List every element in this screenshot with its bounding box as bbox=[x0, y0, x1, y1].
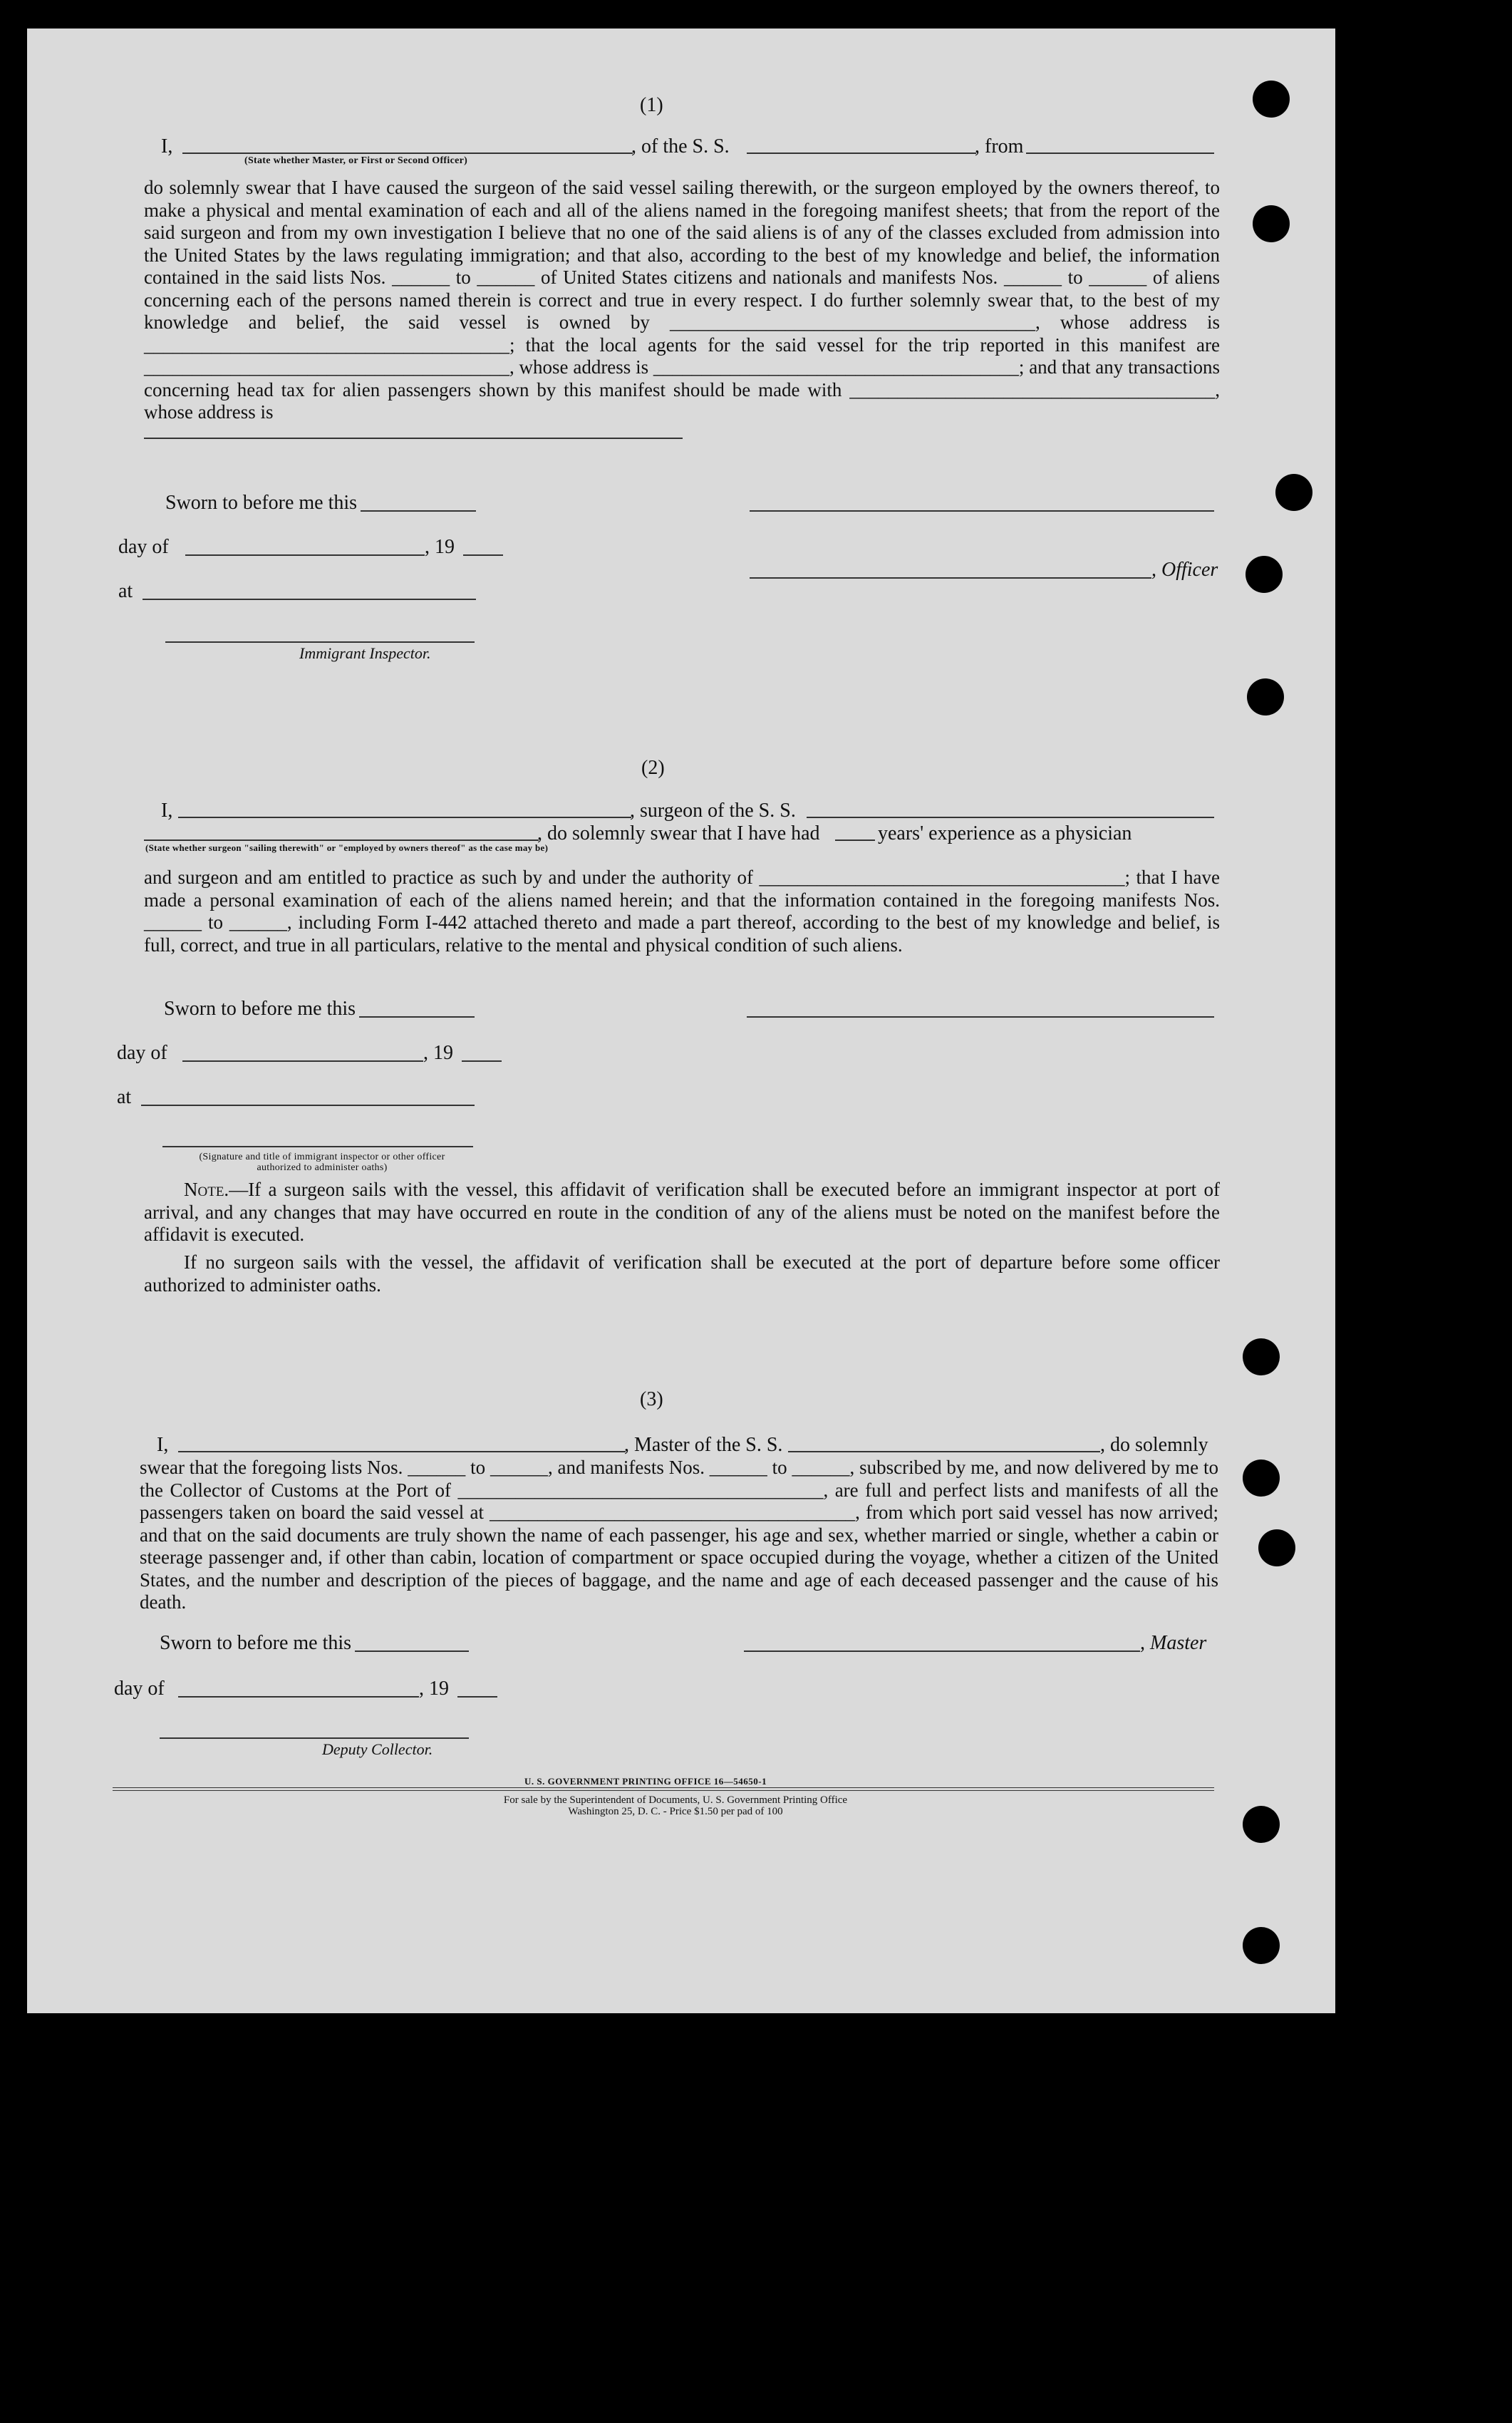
section-2-i: I, bbox=[161, 800, 173, 822]
master-label-text: , Master bbox=[1140, 1632, 1207, 1654]
immigrant-inspector-label: Immigrant Inspector. bbox=[299, 644, 431, 662]
section-3-year: , 19 bbox=[419, 1678, 449, 1700]
officer-signature-line-top[interactable] bbox=[750, 510, 1214, 512]
section-3-body: swear that the foregoing lists Nos. ______ to ______, and manifests Nos. ______ to ______, subscribed by me, and now delivered by me to the Collector of Customs at the Port of ______________________________________, are full and perfect lists and manifests of all the passengers taken on board the said vessel at ______________________________________, from which port said vessel has now arrived; and that on the said documents are truly shown the name of each passenger, his age and sex, whether married or single, whether a cabin or steerage passenger and, if other than cabin, location of compartment or space occupied during the voyage, whether a citizen of the United States, and the number and description of the pieces of baggage, and the name and age of each deceased passenger and the cause of his death. bbox=[140, 1457, 1218, 1613]
section-2-signature-line[interactable] bbox=[162, 1146, 473, 1147]
officer-hint: (State whether Master, or First or Second Officer) bbox=[244, 155, 468, 166]
punch-hole bbox=[1243, 1460, 1280, 1497]
surgeon-status-field[interactable] bbox=[144, 839, 539, 841]
master-label bbox=[1140, 1632, 1206, 1655]
punch-hole bbox=[1243, 1806, 1280, 1843]
footer-divider-2 bbox=[113, 1790, 1214, 1791]
section-3-year-field[interactable] bbox=[457, 1696, 497, 1698]
from-port-field[interactable] bbox=[1026, 153, 1214, 154]
section-3-solemnly: , do solemnly bbox=[1100, 1434, 1208, 1456]
section-2-sworn: Sworn to before me this bbox=[164, 998, 356, 1020]
section-2-vessel-field[interactable] bbox=[807, 817, 1214, 818]
section-2-surgeon-of-ss: , surgeon of the S. S. bbox=[630, 800, 796, 822]
signature-hint: (Signature and title of immigrant inspector or other officer authorized to administer oaths) bbox=[199, 1152, 445, 1173]
footer-line-1: For sale by the Superintendent of Documents, U. S. Government Printing Office bbox=[503, 1794, 848, 1806]
section-1-body: do solemnly swear that I have caused the surgeon of the said vessel sailing therewith, or the surgeon employed by the owners thereof, to make a physical and mental examination of each and all of the aliens named in the foregoing manifest sheets; that from the report of the said surgeon and from my own investigation I believe that no one of the said aliens is of any of the classes excluded from admission into the United States by the laws regulating immigration; and that also, according to the best of my knowledge and belief, the information contained in the said lists Nos. ______ to ______ of United States citizens and nationals and manifests Nos. ______ to ______ of aliens concerning each of the persons named therein is correct and true in every respect. I do further solemnly swear that, to the best of my knowledge and belief, the said vessel is owned by ______________________________________, whose address is ______________________________________; that the local agents for the said vessel for the trip reported in this manifest are ______________________________________, whose address is ______________________________________; and that any transactions concerning head tax for alien passengers shown by this manifest should be made with ______________________________________, whose address is bbox=[144, 177, 1220, 423]
vessel-name-field[interactable] bbox=[747, 153, 976, 154]
officer-signature-line[interactable] bbox=[750, 577, 1151, 579]
section-1-year: , 19 bbox=[425, 536, 455, 558]
section-1-of-ss: , of the S. S. bbox=[631, 135, 730, 157]
section-3-vessel-field[interactable] bbox=[788, 1451, 1100, 1452]
section-1-number: (1) bbox=[640, 94, 663, 116]
section-3-master-of-ss: , Master of the S. S. bbox=[624, 1434, 783, 1456]
officer-label bbox=[1151, 559, 1218, 582]
section-2-day-of: day of bbox=[117, 1042, 167, 1064]
master-name-field[interactable] bbox=[178, 1451, 626, 1452]
section-1-day-of: day of bbox=[118, 536, 169, 558]
sworn-day-field[interactable] bbox=[361, 510, 476, 512]
form-sheet bbox=[27, 29, 1335, 2013]
section-2-number: (2) bbox=[641, 757, 665, 779]
surgeon-hint: (State whether surgeon "sailing therewith" or "employed by owners thereof" as the case may be) bbox=[145, 842, 549, 853]
section-3-number: (3) bbox=[640, 1388, 663, 1410]
at-place-field[interactable] bbox=[143, 599, 476, 600]
year-field[interactable] bbox=[463, 554, 503, 556]
day-month-field[interactable] bbox=[185, 554, 425, 556]
punch-hole bbox=[1243, 1338, 1280, 1375]
punch-hole bbox=[1258, 1529, 1295, 1566]
years-field[interactable] bbox=[835, 839, 875, 841]
section-3-day-of: day of bbox=[114, 1678, 165, 1700]
officer-label-text: , Officer bbox=[1151, 559, 1218, 581]
section-2-swear: , do solemnly swear that I have had bbox=[537, 822, 820, 844]
section-2-at: at bbox=[117, 1086, 132, 1108]
section-1-sworn: Sworn to before me this bbox=[165, 492, 358, 514]
officer-name-field[interactable] bbox=[182, 153, 633, 154]
note-text: —If a surgeon sails with the vessel, this affidavit of verification shall be executed before an immigrant inspector at port of arrival, and any changes that may have occurred en route in the condition of any of the aliens must be noted on the manifest before the affidavit is executed. bbox=[144, 1179, 1220, 1245]
punch-hole bbox=[1253, 205, 1290, 242]
section-2-body: and surgeon and am entitled to practice as such by and under the authority of ______________________________________; that I have made a personal examination of each of the aliens named herein; and that the information contained in the foregoing manifests Nos. ______ to ______, including Form I-442 attached thereto and made a part thereof, according to the best of my knowledge and belief, is full, correct, and true in all particulars, relative to the mental and physical condition of such aliens. bbox=[144, 867, 1220, 956]
master-signature-line[interactable] bbox=[744, 1650, 1140, 1652]
address-field[interactable] bbox=[144, 438, 683, 439]
deputy-signature-line[interactable] bbox=[160, 1737, 469, 1739]
section-1-i: I, bbox=[161, 135, 173, 157]
section-3-sworn-day-field[interactable] bbox=[355, 1650, 469, 1652]
punch-hole bbox=[1275, 474, 1312, 511]
note-label: Note. bbox=[184, 1179, 229, 1200]
section-3-i: I, bbox=[157, 1434, 169, 1456]
section-2-note-2: If no surgeon sails with the vessel, the affidavit of verification shall be executed at the port of departure before some officer authorized to administer oaths. bbox=[144, 1251, 1220, 1296]
surgeon-name-field[interactable] bbox=[178, 817, 631, 818]
footer-line-2: Washington 25, D. C. - Price $1.50 per pad of 100 bbox=[568, 1806, 783, 1817]
section-3-day-month-field[interactable] bbox=[178, 1696, 419, 1698]
section-1-at: at bbox=[118, 580, 133, 602]
deputy-collector-label: Deputy Collector. bbox=[322, 1740, 433, 1758]
section-2-year-field[interactable] bbox=[462, 1060, 502, 1062]
punch-hole bbox=[1243, 1927, 1280, 1964]
section-2-note bbox=[144, 1179, 1220, 1246]
section-2-years: years' experience as a physician bbox=[878, 822, 1132, 844]
inspector-signature-line[interactable] bbox=[165, 641, 475, 643]
footer-divider bbox=[113, 1787, 1214, 1788]
section-1-from: , from bbox=[975, 135, 1024, 157]
section-3-sworn: Sworn to before me this bbox=[160, 1632, 352, 1654]
section-2-day-month-field[interactable] bbox=[182, 1060, 423, 1062]
section-2-sworn-day-field[interactable] bbox=[359, 1016, 475, 1018]
section-2-officer-line[interactable] bbox=[747, 1016, 1214, 1018]
section-2-year: , 19 bbox=[423, 1042, 453, 1064]
punch-hole bbox=[1253, 81, 1290, 118]
section-2-at-place-field[interactable] bbox=[141, 1105, 475, 1106]
punch-hole bbox=[1247, 678, 1284, 715]
punch-hole bbox=[1246, 556, 1283, 593]
printer-line: U. S. GOVERNMENT PRINTING OFFICE 16—54650-1 bbox=[524, 1776, 767, 1787]
